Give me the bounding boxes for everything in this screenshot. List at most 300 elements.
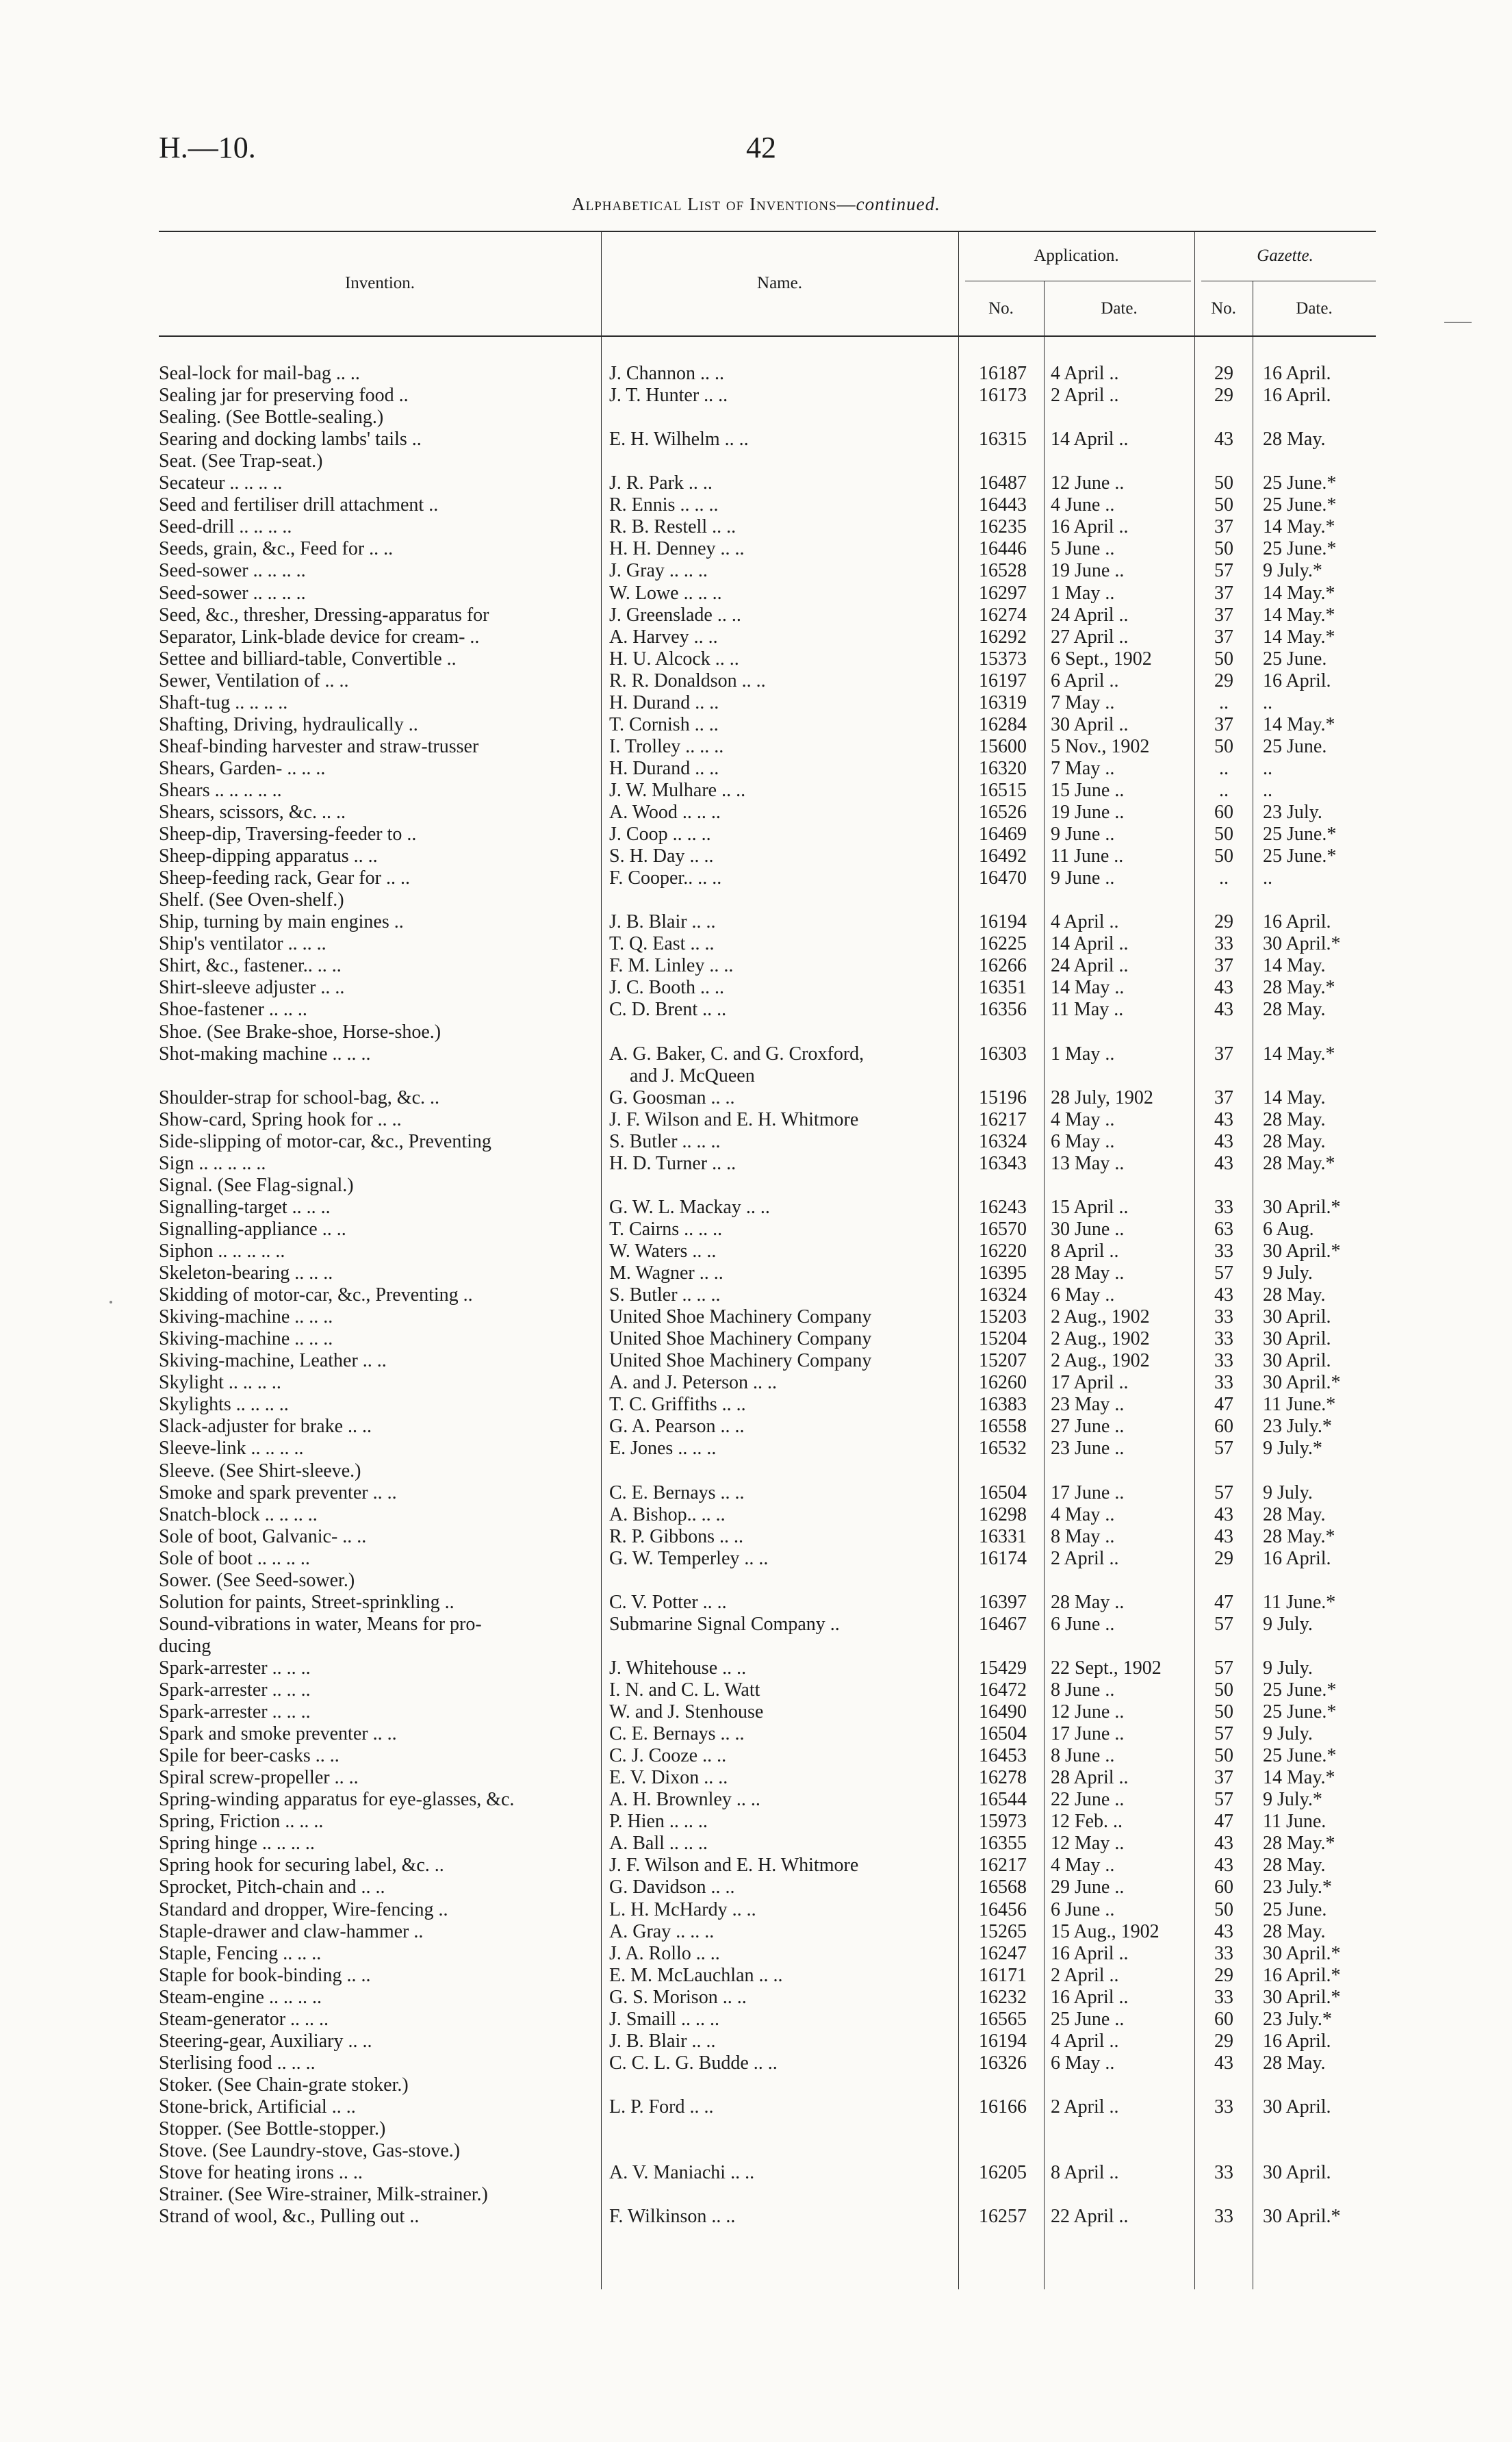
gazette-date-cell: 9 July. (1263, 1723, 1313, 1745)
table-row (0, 1219, 1512, 1241)
invention-cell: Shears, Garden- .. .. .. (159, 757, 326, 779)
name-cell: A. G. Baker, C. and G. Croxford, (609, 1043, 864, 1065)
name-cell: A. Wood .. .. .. (609, 802, 721, 823)
gazette-date-cell: 14 May.* (1263, 516, 1335, 538)
application-date-cell: 11 June .. (1051, 845, 1124, 867)
gazette-date-cell: 25 June.* (1263, 538, 1337, 560)
application-date-cell: 28 April .. (1051, 1767, 1129, 1789)
gazette-no-cell: 29 (1214, 363, 1233, 384)
invention-cell: Shoe. (See Brake-shoe, Horse-shoe.) (159, 1021, 441, 1043)
application-no-cell: 16453 (979, 1745, 1027, 1767)
name-cell: A. Ball .. .. .. (609, 1833, 708, 1855)
gazette-date-cell: 25 June. (1263, 648, 1327, 670)
gazette-date-cell: 14 May.* (1263, 604, 1335, 626)
table-row (0, 1131, 1512, 1153)
table-row (0, 2074, 1512, 2096)
table-row (0, 999, 1512, 1021)
invention-cell: ducing (159, 1635, 212, 1657)
application-date-cell: 2 Aug., 1902 (1051, 1350, 1150, 1372)
table-row (0, 363, 1512, 385)
application-no-cell: 15196 (979, 1086, 1027, 1108)
gazette-no-cell: 50 (1214, 1701, 1233, 1723)
application-date-cell: 16 April .. (1051, 516, 1129, 538)
name-cell: P. Hien .. .. .. (609, 1811, 708, 1833)
caption-continued: continued. (856, 194, 940, 214)
invention-cell: Ship's ventilator .. .. .. (159, 933, 326, 955)
invention-cell: Shears .. .. .. .. .. (159, 779, 282, 801)
gazette-no-cell: 50 (1214, 1898, 1233, 1920)
application-no-cell: 16544 (979, 1789, 1027, 1811)
gazette-no-cell: 33 (1214, 2206, 1233, 2228)
invention-cell: Skeleton-bearing .. .. .. (159, 1262, 333, 1284)
invention-cell: Seed-sower .. .. .. .. (159, 560, 306, 582)
application-date-cell: 4 April .. (1051, 363, 1119, 384)
application-no-cell: 16490 (979, 1701, 1027, 1723)
name-cell: J. Coop .. .. .. (609, 824, 711, 845)
gazette-date-cell: 25 June.* (1263, 1745, 1337, 1767)
table-row (0, 560, 1512, 582)
table-row (0, 736, 1512, 758)
gazette-no-cell: 29 (1214, 385, 1233, 407)
table-row (0, 1987, 1512, 2009)
application-date-cell: 14 April .. (1051, 429, 1129, 450)
invention-cell: Slack-adjuster for brake .. .. (159, 1416, 372, 1438)
gazette-date-cell: 30 April. (1263, 1350, 1331, 1372)
application-date-cell: 22 April .. (1051, 2206, 1129, 2228)
table-row (0, 1811, 1512, 1833)
gazette-date-cell: 25 June.* (1263, 845, 1337, 867)
invention-cell: Shafting, Driving, hydraulically .. (159, 713, 418, 735)
table-row (0, 1833, 1512, 1855)
invention-cell: Solution for paints, Street-sprinkling .. (159, 1591, 454, 1613)
gazette-date-cell: .. (1263, 757, 1272, 779)
table-row (0, 2206, 1512, 2228)
application-no-cell: 16443 (979, 494, 1027, 516)
gazette-no-cell: 43 (1214, 429, 1233, 450)
gazette-date-cell: 28 May. (1263, 1284, 1326, 1306)
gazette-no-cell: 60 (1214, 1416, 1233, 1438)
name-cell: G. Goosman .. .. (609, 1086, 735, 1108)
gazette-date-cell: 14 May.* (1263, 713, 1335, 735)
application-no-cell: 15600 (979, 735, 1027, 757)
gazette-no-cell: 33 (1214, 1328, 1233, 1350)
name-cell: C. E. Bernays .. .. (609, 1481, 745, 1503)
gazette-date-cell: 25 June.* (1263, 472, 1337, 494)
name-cell: E. V. Dixon .. .. (609, 1767, 728, 1789)
table-row (0, 824, 1512, 845)
table-row (0, 1306, 1512, 1328)
gazette-no-cell: 37 (1214, 1767, 1233, 1789)
table-row (0, 1745, 1512, 1767)
table-row (0, 955, 1512, 977)
table-row (0, 407, 1512, 429)
gazette-no-cell: 43 (1214, 1855, 1233, 1877)
application-no-cell: 16456 (979, 1898, 1027, 1920)
name-cell: I. Trolley .. .. .. (609, 735, 724, 757)
name-cell: A. H. Brownley .. .. (609, 1789, 760, 1811)
invention-cell: Snatch-block .. .. .. .. (159, 1503, 318, 1525)
invention-cell: Steam-generator .. .. .. (159, 2008, 329, 2030)
gazette-no-cell: 50 (1214, 494, 1233, 516)
name-cell: C. V. Potter .. .. (609, 1591, 727, 1613)
application-date-cell: 28 July, 1902 (1051, 1086, 1153, 1108)
invention-cell: Sound-vibrations in water, Means for pro- (159, 1613, 482, 1635)
gazette-date-cell: 30 April. (1263, 1306, 1331, 1328)
application-date-cell: 17 June .. (1051, 1481, 1125, 1503)
gazette-no-cell: 57 (1214, 1657, 1233, 1679)
application-date-cell: 24 April .. (1051, 955, 1129, 977)
table-row (0, 648, 1512, 670)
gazette-no-cell: 50 (1214, 472, 1233, 494)
name-cell: Submarine Signal Company .. (609, 1613, 840, 1635)
gazette-no-cell: 43 (1214, 1833, 1233, 1855)
gazette-no-cell: 33 (1214, 1306, 1233, 1328)
table-row (0, 538, 1512, 560)
scan-mark (110, 1301, 112, 1303)
table-row (0, 605, 1512, 626)
application-date-cell: 29 June .. (1051, 1877, 1125, 1898)
table-row (0, 472, 1512, 494)
table-row (0, 2184, 1512, 2206)
application-no-cell: 16235 (979, 516, 1027, 538)
application-date-cell: 6 Sept., 1902 (1051, 648, 1152, 670)
application-date-cell: 7 May .. (1051, 691, 1115, 713)
application-date-cell: 4 April .. (1051, 2030, 1119, 2052)
name-cell: J. Greenslade .. .. (609, 604, 741, 626)
invention-cell: Spark-arrester .. .. .. (159, 1679, 311, 1701)
gazette-no-cell: 33 (1214, 2096, 1233, 2117)
gazette-no-cell: 60 (1214, 1877, 1233, 1898)
invention-cell: Siphon .. .. .. .. .. (159, 1241, 285, 1262)
invention-cell: Sole of boot, Galvanic- .. .. (159, 1525, 367, 1547)
table-row (0, 2052, 1512, 2074)
gazette-date-cell: 28 May. (1263, 429, 1326, 450)
application-no-cell: 16320 (979, 757, 1027, 779)
table-row (0, 2140, 1512, 2162)
gazette-date-cell: 9 July. (1263, 1262, 1313, 1284)
invention-cell: Secateur .. .. .. .. (159, 472, 283, 494)
application-date-cell: 22 June .. (1051, 1789, 1125, 1811)
gazette-no-cell: 50 (1214, 824, 1233, 845)
gazette-no-cell: 50 (1214, 735, 1233, 757)
application-date-cell: 2 Aug., 1902 (1051, 1328, 1150, 1350)
application-no-cell: 16243 (979, 1196, 1027, 1218)
gazette-date-cell: 14 May.* (1263, 1043, 1335, 1065)
table-row (0, 1460, 1512, 1482)
gazette-no-cell: 33 (1214, 1350, 1233, 1372)
page-number: 42 (746, 131, 776, 164)
invention-cell: Spring hinge .. .. .. .. (159, 1833, 315, 1855)
application-no-cell: 16315 (979, 429, 1027, 450)
gazette-date-cell: 28 May.* (1263, 977, 1335, 999)
application-no-cell: 16355 (979, 1833, 1027, 1855)
table-row (0, 889, 1512, 911)
gazette-date-cell: 11 June. (1263, 1811, 1327, 1833)
gazette-date-cell: 6 Aug. (1263, 1218, 1314, 1240)
application-no-cell: 16257 (979, 2206, 1027, 2228)
application-date-cell: 4 June .. (1051, 494, 1115, 516)
table-row (0, 1153, 1512, 1175)
application-date-cell: 8 June .. (1051, 1745, 1115, 1767)
invention-cell: Stopper. (See Bottle-stopper.) (159, 2118, 386, 2139)
name-cell: F. Wilkinson .. .. (609, 2206, 736, 2228)
name-cell: G. W. L. Mackay .. .. (609, 1196, 770, 1218)
application-date-cell: 22 Sept., 1902 (1051, 1657, 1162, 1679)
application-no-cell: 16232 (979, 1986, 1027, 2008)
header-gazette-date: Date. (1296, 299, 1333, 318)
application-no-cell: 16319 (979, 691, 1027, 713)
gazette-date-cell: 28 May.* (1263, 1833, 1335, 1855)
application-date-cell: 17 June .. (1051, 1723, 1125, 1745)
table-row (0, 2162, 1512, 2184)
gazette-no-cell: .. (1219, 691, 1229, 713)
name-cell: A. and J. Peterson .. .. (609, 1372, 777, 1394)
name-cell: J. R. Park .. .. (609, 472, 713, 494)
invention-cell: Sign .. .. .. .. .. (159, 1152, 266, 1174)
application-no-cell: 16197 (979, 670, 1027, 691)
application-no-cell: 16526 (979, 802, 1027, 823)
table-row (0, 583, 1512, 605)
table-row (0, 1789, 1512, 1811)
table-row (0, 450, 1512, 472)
gazette-date-cell: 23 July. (1263, 802, 1322, 823)
gazette-no-cell: 37 (1214, 516, 1233, 538)
name-cell: J. W. Mulhare .. .. (609, 779, 746, 801)
gazette-no-cell: 33 (1214, 1241, 1233, 1262)
gazette-no-cell: 50 (1214, 1679, 1233, 1701)
name-cell: A. Gray .. .. .. (609, 1920, 715, 1942)
name-cell: G. W. Temperley .. .. (609, 1547, 769, 1569)
table-row (0, 1921, 1512, 1943)
application-no-cell: 16351 (979, 977, 1027, 999)
name-cell: W. and J. Stenhouse (609, 1701, 764, 1723)
name-cell: S. Butler .. .. .. (609, 1284, 721, 1306)
application-no-cell: 15429 (979, 1657, 1027, 1679)
invention-cell: Sower. (See Seed-sower.) (159, 1569, 355, 1591)
application-date-cell: 2 April .. (1051, 2096, 1119, 2117)
gazette-no-cell: 60 (1214, 2008, 1233, 2030)
table-top-rule (159, 231, 1376, 232)
gazette-no-cell: 43 (1214, 1152, 1233, 1174)
table-row (0, 1504, 1512, 1526)
gazette-date-cell: 14 May.* (1263, 1767, 1335, 1789)
gazette-no-cell: 33 (1214, 1196, 1233, 1218)
gazette-date-cell: 25 June.* (1263, 1679, 1337, 1701)
invention-cell: Side-slipping of motor-car, &c., Preventing (159, 1130, 491, 1152)
application-no-cell: 15973 (979, 1811, 1027, 1833)
table-row (0, 911, 1512, 933)
application-date-cell: 27 April .. (1051, 626, 1129, 648)
table-row (0, 1943, 1512, 1965)
gazette-no-cell: 43 (1214, 1108, 1233, 1130)
gazette-date-cell: 9 July.* (1263, 560, 1322, 582)
invention-cell: Stone-brick, Artificial .. .. (159, 2096, 356, 2117)
gazette-date-cell: 14 May.* (1263, 582, 1335, 604)
application-no-cell: 16297 (979, 582, 1027, 604)
name-cell: S. H. Day .. .. (609, 845, 714, 867)
invention-cell: Skiving-machine .. .. .. (159, 1328, 333, 1350)
name-cell: E. M. McLauchlan .. .. (609, 1964, 783, 1986)
application-date-cell: 2 April .. (1051, 1964, 1119, 1986)
gazette-no-cell: 50 (1214, 538, 1233, 560)
table-row (0, 1328, 1512, 1350)
gazette-no-cell: 37 (1214, 1086, 1233, 1108)
invention-cell: Sprocket, Pitch-chain and .. .. (159, 1877, 385, 1898)
gazette-date-cell: 30 April.* (1263, 1196, 1341, 1218)
gazette-date-cell: .. (1263, 867, 1272, 889)
table-row (0, 802, 1512, 824)
name-cell: J. T. Hunter .. .. (609, 385, 728, 407)
name-cell: H. U. Alcock .. .. (609, 648, 739, 670)
gazette-no-cell: 50 (1214, 845, 1233, 867)
invention-cell: Skidding of motor-car, &c., Preventing .. (159, 1284, 473, 1306)
application-date-cell: 6 May .. (1051, 1284, 1115, 1306)
table-row (0, 1877, 1512, 1898)
table-row (0, 385, 1512, 407)
table-row (0, 1657, 1512, 1679)
invention-cell: Shoulder-strap for school-bag, &c. .. (159, 1086, 440, 1108)
invention-cell: Sealing. (See Bottle-sealing.) (159, 407, 384, 429)
invention-cell: Settee and billiard-table, Convertible .. (159, 648, 457, 670)
application-date-cell: 9 June .. (1051, 824, 1115, 845)
application-date-cell: 9 June .. (1051, 867, 1115, 889)
name-cell: W. Lowe .. .. .. (609, 582, 722, 604)
invention-cell: Seed and fertiliser drill attachment .. (159, 494, 439, 516)
gazette-date-cell: 16 April.* (1263, 1964, 1341, 1986)
application-date-cell: 4 May .. (1051, 1108, 1115, 1130)
table-row (0, 2118, 1512, 2140)
gazette-date-cell: 23 July.* (1263, 1877, 1332, 1898)
table-row (0, 1043, 1512, 1065)
table-header-rule (159, 335, 1376, 337)
application-date-cell: 1 May .. (1051, 582, 1115, 604)
table-row (0, 1965, 1512, 1987)
application-date-cell: 1 May .. (1051, 1043, 1115, 1065)
gazette-no-cell: 33 (1214, 1372, 1233, 1394)
invention-cell: Staple, Fencing .. .. .. (159, 1942, 322, 1964)
invention-cell: Shirt-sleeve adjuster .. .. (159, 977, 345, 999)
gazette-date-cell: 28 May. (1263, 999, 1326, 1021)
gazette-no-cell: 43 (1214, 1284, 1233, 1306)
application-date-cell: 19 June .. (1051, 802, 1125, 823)
name-cell: C. E. Bernays .. .. (609, 1723, 745, 1745)
gazette-date-cell: 16 April. (1263, 2030, 1331, 2052)
gazette-date-cell: 11 June.* (1263, 1591, 1336, 1613)
name-cell: E. Jones .. .. .. (609, 1438, 717, 1460)
application-no-cell: 16343 (979, 1152, 1027, 1174)
gazette-no-cell: 43 (1214, 1920, 1233, 1942)
gazette-no-cell: 43 (1214, 1503, 1233, 1525)
gazette-date-cell: 28 May.* (1263, 1525, 1335, 1547)
invention-cell: Sheep-feeding rack, Gear for .. .. (159, 867, 410, 889)
application-no-cell: 16217 (979, 1108, 1027, 1130)
invention-cell: Seed-sower .. .. .. .. (159, 582, 306, 604)
gazette-no-cell: 43 (1214, 977, 1233, 999)
invention-cell: Searing and docking lambs' tails .. (159, 429, 422, 450)
name-cell: J. Whitehouse .. .. (609, 1657, 747, 1679)
gazette-no-cell: 63 (1214, 1218, 1233, 1240)
table-row (0, 1526, 1512, 1548)
invention-cell: Smoke and spark preventer .. .. (159, 1481, 397, 1503)
application-date-cell: 24 April .. (1051, 604, 1129, 626)
application-date-cell: 14 May .. (1051, 977, 1125, 999)
name-cell: C. C. L. G. Budde .. .. (609, 2052, 778, 2074)
name-cell: R. R. Donaldson .. .. (609, 670, 766, 691)
application-no-cell: 16528 (979, 560, 1027, 582)
application-no-cell: 16331 (979, 1525, 1027, 1547)
table-row (0, 780, 1512, 802)
name-cell: J. F. Wilson and E. H. Whitmore (609, 1108, 859, 1130)
gazette-date-cell: 9 July. (1263, 1481, 1313, 1503)
gazette-date-cell: 16 April. (1263, 363, 1331, 384)
gazette-date-cell: 23 July.* (1263, 2008, 1332, 2030)
table-row (0, 1701, 1512, 1723)
name-cell: United Shoe Machinery Company (609, 1328, 872, 1350)
application-date-cell: 15 Aug., 1902 (1051, 1920, 1159, 1942)
name-cell: A. V. Maniachi .. .. (609, 2162, 755, 2184)
invention-cell: Separator, Link-blade device for cream- .. (159, 626, 480, 648)
table-row (0, 1262, 1512, 1284)
name-cell: United Shoe Machinery Company (609, 1350, 872, 1372)
header-name: Name. (757, 274, 802, 292)
application-no-cell: 16532 (979, 1438, 1027, 1460)
table-row (0, 1767, 1512, 1789)
application-date-cell: 6 April .. (1051, 670, 1119, 691)
gazette-no-cell: 37 (1214, 1043, 1233, 1065)
application-no-cell: 16220 (979, 1241, 1027, 1262)
gazette-no-cell: 37 (1214, 955, 1233, 977)
application-date-cell: 23 June .. (1051, 1438, 1125, 1460)
application-date-cell: 2 April .. (1051, 1547, 1119, 1569)
table-row (0, 494, 1512, 516)
gazette-date-cell: 16 April. (1263, 670, 1331, 691)
gazette-no-cell: 37 (1214, 582, 1233, 604)
application-date-cell: 16 April .. (1051, 1942, 1129, 1964)
header-app-date: Date. (1101, 299, 1138, 318)
gazette-date-cell: 25 June.* (1263, 494, 1337, 516)
application-date-cell: 6 May .. (1051, 2052, 1115, 2074)
table-row (0, 1241, 1512, 1262)
table-row (0, 692, 1512, 714)
gazette-no-cell: 57 (1214, 1723, 1233, 1745)
gazette-date-cell: 9 July. (1263, 1657, 1313, 1679)
application-no-cell: 16469 (979, 824, 1027, 845)
gazette-date-cell: 16 April. (1263, 1547, 1331, 1569)
gazette-no-cell: 60 (1214, 802, 1233, 823)
invention-cell: Spring hook for securing label, &c. .. (159, 1855, 444, 1877)
invention-cell: Spiral screw-propeller .. .. (159, 1767, 359, 1789)
gazette-date-cell: 11 June.* (1263, 1394, 1336, 1416)
table-row (0, 516, 1512, 538)
invention-cell: Spring-winding apparatus for eye-glasses, &c. (159, 1789, 515, 1811)
gazette-date-cell: 14 May. (1263, 1086, 1326, 1108)
invention-cell: Stove for heating irons .. .. (159, 2162, 363, 2184)
application-date-cell: 28 May .. (1051, 1591, 1125, 1613)
name-cell: A. Harvey .. .. (609, 626, 718, 648)
gazette-no-cell: 43 (1214, 1130, 1233, 1152)
name-cell: S. Butler .. .. .. (609, 1130, 721, 1152)
header-gazette-no: No. (1211, 299, 1236, 318)
table-row (0, 626, 1512, 648)
application-no-cell: 16266 (979, 955, 1027, 977)
invention-cell: Skylight .. .. .. .. (159, 1372, 281, 1394)
gazette-date-cell: 14 May. (1263, 955, 1326, 977)
gazette-date-cell: 30 April.* (1263, 1986, 1341, 2008)
invention-cell: Stoker. (See Chain-grate stoker.) (159, 2074, 409, 2096)
table-row (0, 1350, 1512, 1372)
gazette-no-cell: 43 (1214, 2052, 1233, 2074)
name-cell: G. S. Morison .. .. (609, 1986, 747, 2008)
